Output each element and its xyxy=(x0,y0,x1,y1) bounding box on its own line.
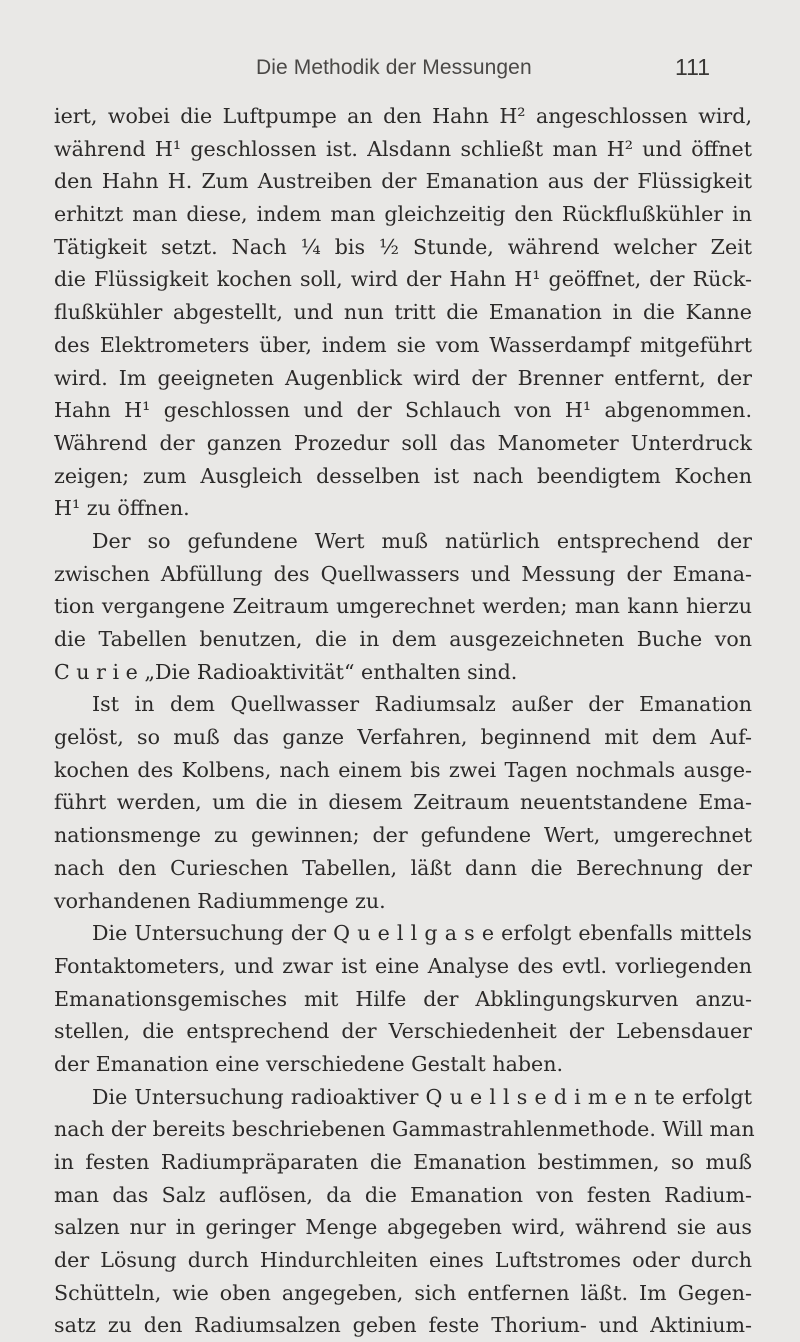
text-line: nach den Curieschen Tabellen, läßt dann die Berechnung der xyxy=(54,855,752,880)
text-line: Hahn H¹ geschlossen und der Schlauch von H¹ abgenommen. xyxy=(54,398,752,423)
text-line: führt werden, um die in diesem Zeitraum neuentstandene Ema- xyxy=(54,790,752,815)
text-line: nationsmenge zu gewinnen; der gefundene Wert, umgerechnet xyxy=(54,823,752,848)
text-line: iert, wobei die Luftpumpe an den Hahn H² angeschlossen wird, xyxy=(54,104,752,128)
page-number: 111 xyxy=(675,54,710,80)
text-line: Der so gefundene Wert muß natürlich entsprechend der xyxy=(92,528,752,553)
text-line: zeigen; zum Ausgleich desselben ist nach beendigtem Kochen xyxy=(54,463,752,488)
text-line: salzen nur in geringer Menge abgegeben wird, während sie aus xyxy=(54,1215,752,1240)
text-line: Tätigkeit setzt. Nach ¼ bis ½ Stunde, während welcher Zeit xyxy=(54,234,752,259)
text-line: satz zu den Radiumsalzen geben feste Thorium- und Aktinium- xyxy=(54,1313,752,1338)
text-line: H¹ zu öffnen. xyxy=(54,496,190,521)
text-line: Ist in dem Quellwasser Radiumsalz außer der Emanation xyxy=(92,692,752,717)
text-line: Die Untersuchung der Q u e l l g a s e erfolgt ebenfalls mittels xyxy=(92,921,752,946)
running-head xyxy=(0,56,800,96)
text-line: Schütteln, wie oben angegeben, sich entfernen läßt. Im Gegen- xyxy=(54,1280,752,1305)
text-line: stellen, die entsprechend der Verschiedenheit der Lebensdauer xyxy=(54,1019,752,1044)
text-line: Fontaktometers, und zwar ist eine Analyse des evtl. vorliegenden xyxy=(54,953,752,978)
text-line: in festen Radiumpräparaten die Emanation bestimmen, so muß xyxy=(54,1150,752,1174)
text-line: tion vergangene Zeitraum umgerechnet werden; man kann hierzu xyxy=(54,594,752,619)
paragraph xyxy=(54,1081,755,1342)
paragraph xyxy=(54,917,752,1080)
text-line: wird. Im geeigneten Augenblick wird der Brenner entfernt, der xyxy=(54,365,752,390)
text-line: Die Untersuchung radioaktiver Q u e l l s e d i m e n te erfolgt xyxy=(92,1084,752,1109)
text-line: nach der bereits beschriebenen Gammastrahlenmethode. Will man xyxy=(54,1117,755,1142)
text-line: die Tabellen benutzen, die in dem ausgezeichneten Buche von xyxy=(54,627,752,651)
running-head-title: Die Methodik der Messungen xyxy=(256,56,532,79)
text-line: flußkühler abgestellt, und nun tritt die Emanation in die Kanne xyxy=(54,300,752,325)
text-line: während H¹ geschlossen ist. Alsdann schließt man H² und öffnet xyxy=(54,136,752,161)
text-line: den Hahn H. Zum Austreiben der Emanation aus der Flüssigkeit xyxy=(54,169,752,194)
text-line: erhitzt man diese, indem man gleichzeitig den Rückflußkühler in xyxy=(54,202,752,227)
paragraph xyxy=(54,525,752,688)
paragraph xyxy=(54,100,752,525)
text-line: die Flüssigkeit kochen soll, wird der Hahn H¹ geöffnet, der Rück- xyxy=(54,267,752,292)
text-line: kochen des Kolbens, nach einem bis zwei Tagen nochmals ausge- xyxy=(54,757,752,782)
text-line: zwischen Abfüllung des Quellwassers und Messung der Emana- xyxy=(54,561,752,586)
text-line: gelöst, so muß das ganze Verfahren, beginnend mit dem Auf- xyxy=(54,725,752,750)
body-text xyxy=(54,100,755,1342)
text-line: vorhandenen Radiummenge zu. xyxy=(54,888,386,913)
paragraph xyxy=(54,688,752,917)
text-line: Emanationsgemisches mit Hilfe der Abklingungskurven anzu- xyxy=(54,986,752,1011)
text-line: Während der ganzen Prozedur soll das Manometer Unterdruck xyxy=(54,430,752,455)
text-line: des Elektrometers über, indem sie vom Wasserdampf mitgeführt xyxy=(54,332,752,357)
text-line: man das Salz auflösen, da die Emanation von festen Radium- xyxy=(54,1182,752,1207)
text-line: der Lösung durch Hindurchleiten eines Luftstromes oder durch xyxy=(54,1248,752,1273)
text-line: der Emanation eine verschiedene Gestalt haben. xyxy=(54,1051,564,1076)
text-line: C u r i e „Die Radioaktivität“ enthalten sind. xyxy=(54,659,518,684)
